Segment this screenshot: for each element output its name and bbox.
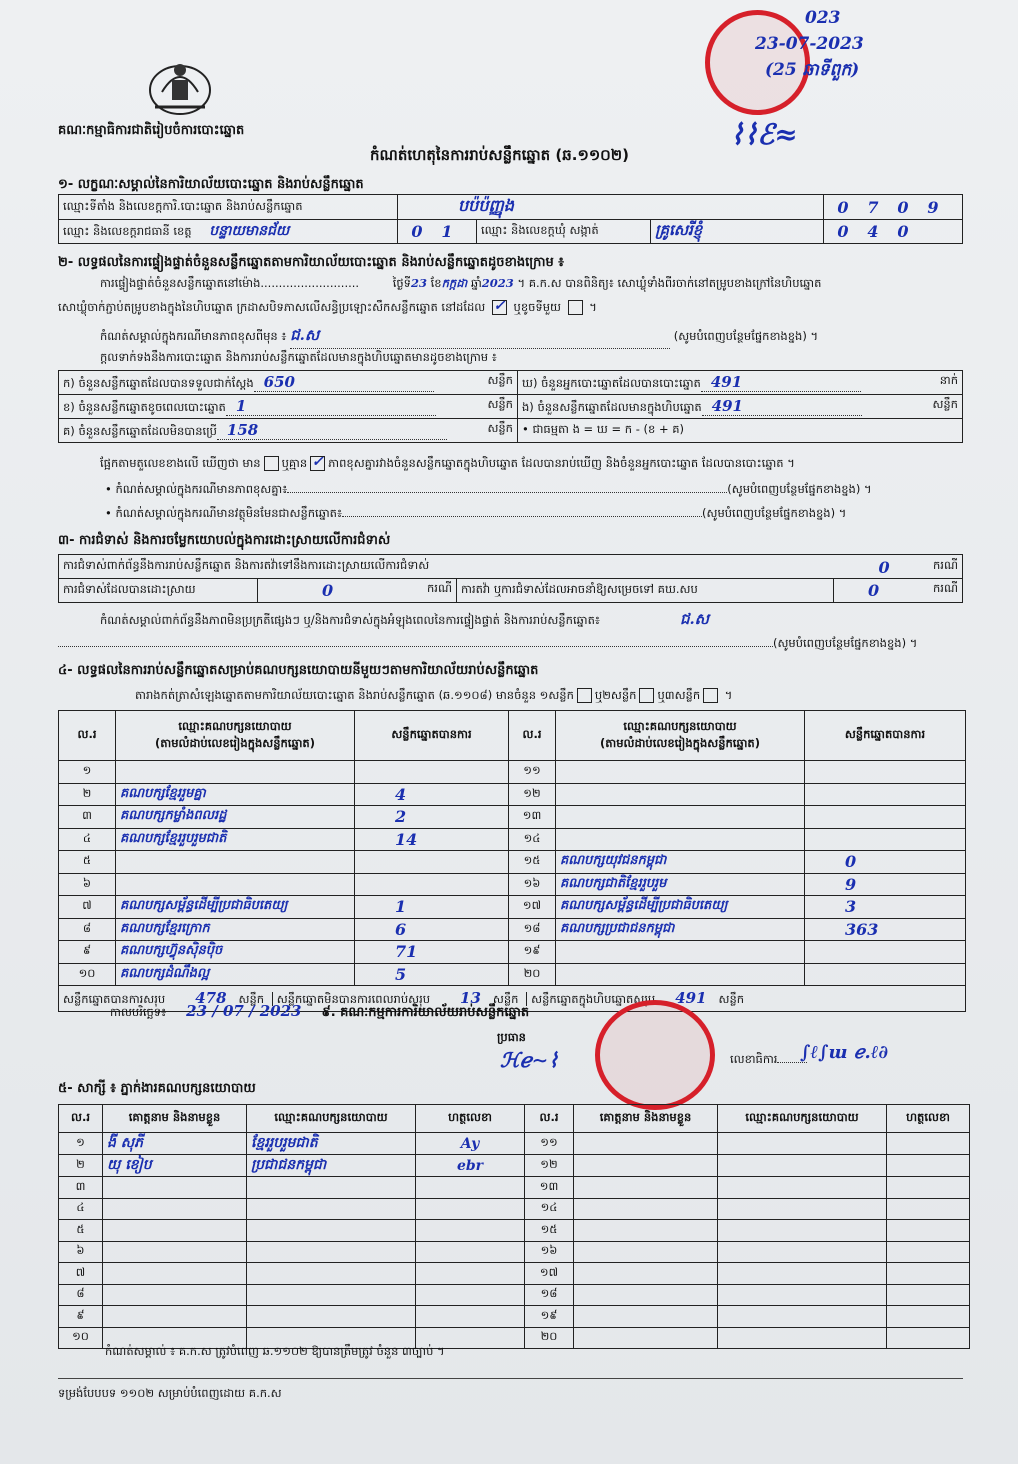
result-row [59,963,966,986]
chair-signature: ℋℯ∼⌇ [500,1048,559,1072]
witness-row [59,1263,970,1285]
witness-name[interactable]: ងី សុភី [103,1133,247,1155]
witness-name[interactable] [574,1241,718,1263]
emblem-logo [140,52,220,122]
section4-subtitle: តារាងកត់ត្រាសំឡេងឆ្នោតតាមការិយាល័យបោះឆ្នោត និងរាប់សន្លឹកឆ្នោត (ឆ.១១០៨) មានចំនួន ១សន្លឹក ឬ២សន្លឹក ឬ៣សន្លឹក ។ [135,688,733,702]
one-sheet-checkbox[interactable] [577,688,592,703]
row-number: ១៥ [509,851,556,874]
w-col-name-right: គោត្តនាម និងនាមខ្លួន [574,1105,718,1133]
witness-body [59,1133,970,1349]
row-number: ១ [59,761,116,784]
damaged-checkbox[interactable] [568,300,583,315]
day-value: 23 [410,276,427,290]
row-number: ១២ [509,783,556,806]
witness-party [718,1198,887,1220]
witness-party [718,1155,887,1177]
witness-row [59,1241,970,1263]
witness-party [718,1263,887,1285]
objection-table [58,554,963,603]
row-number: ៣ [59,806,116,829]
witness-signature[interactable] [416,1241,525,1263]
row-number: ១៨ [509,918,556,941]
footer-text: ទម្រង់បែបបទ ១១០២ សម្រាប់បំពេញដោយ គ.ក.ស [58,1386,282,1400]
row-number: ៩ [59,1306,103,1328]
stamp-line3: (25 ឆាទីពួក) [765,60,860,80]
witness-row [59,1198,970,1220]
witness-party [247,1177,416,1199]
party-name: គណបក្សខ្មែររួបរួមជាតិ [116,828,355,851]
signature-top: ⌇⌇ℰ≈ [730,118,798,151]
witness-name[interactable] [103,1241,247,1263]
witness-row [59,1306,970,1328]
witness-signature[interactable] [887,1155,970,1177]
vote-count: 3 [805,896,966,919]
witness-name[interactable] [574,1306,718,1328]
w-col-no-right: ល.រ [525,1105,574,1133]
result-row [59,851,966,874]
w-col-name-left: គោត្តនាម និងនាមខ្លួន [103,1105,247,1133]
result-row [59,828,966,851]
party-name: គណបក្សកម្លាំងពលរដ្ឋ [116,806,355,829]
resolved-label: ការជំទាស់ដែលបានដោះស្រាយ [59,579,258,603]
party-name [556,963,805,986]
witness-signature[interactable] [416,1263,525,1285]
received-value: 650 [254,373,434,392]
totals-row: សន្លឹកឆ្នោតបានការសរុប 478 សន្លឹក សន្លឹកឆ្នោតមិនបានការពេលរាប់សរុប 13 សន្លឹក សន្លឹកឆ្នោតក្នុងហិបឆ្នោតសរុប 491 សន្លឹក [59,986,966,1012]
vote-count: 363 [805,918,966,941]
form-title: កំណត់ហេតុនៃការរាប់សន្លឹកឆ្នោត (ឆ.១១០២) [370,146,630,164]
irregularity-line2: (សូមបំពេញបន្ថែមផ្នែកខាងខ្នង) ។ [58,636,958,653]
witness-signature[interactable] [416,1177,525,1199]
row-number: ៧ [59,896,116,919]
section2-title: ២- លទ្ធផលនៃការផ្ទៀងផ្ទាត់ចំនួនសន្លឹកឆ្នោតតាមការិយាល័យបោះឆ្នោត និងរាប់សន្លឹកឆ្នោតដូចខាងក្រោម ៖ [58,255,564,270]
result-row [59,783,966,806]
section4-title: ៤- លទ្ធផលនៃការរាប់សន្លឹកឆ្នោតសម្រាប់គណបក្សនយោបាយនីមួយៗតាមការិយាល័យរាប់សន្លឹកឆ្នោត [58,663,539,678]
party-name [116,761,355,784]
date-value: 23 / 07 / 2023 [186,1002,302,1020]
row-number: ២ [59,783,116,806]
check-line1: ការផ្ទៀងផ្ទាត់ចំនួនសន្លឹកឆ្នោតនៅម៉ោង........................... ថ្ងៃទី23 ខែកក្កដា ឆ្នាំ2023 ។ គ.ក.ស បានពិនិត្យ៖ សោឃ្លុំទាំងពីរចាក់នៅតម្រូបខាងក្រៅនៃហិបឆ្នោត [100,276,822,290]
in-box-value: 491 [702,397,862,416]
row-number: ៤ [59,1198,103,1220]
witness-row [59,1220,970,1242]
result-row [59,896,966,919]
row-number: ៦ [59,1241,103,1263]
witness-party: ខ្មែររួបរួមជាតិ [247,1133,416,1155]
vote-count [355,761,509,784]
row-number: ៨ [59,918,116,941]
row-number: ៧ [59,1263,103,1285]
appeal-label: ការតវ៉ា ឬការជំទាស់ដែលអាចនាំឱ្យសម្រេចទៅ គឃ.សប [457,579,834,603]
province-value: បន្ទាយមានជ័យ [209,223,290,239]
province-label: ឈ្មោះ និងលេខក្ដរាជធានី ខេត្ត បន្ទាយមានជ័យ [59,220,398,244]
party-name [556,806,805,829]
vote-count [805,783,966,806]
section5-title: ៥- សាក្សី ៖ ភ្នាក់ងារគណបក្សនយោបាយ [58,1081,256,1096]
result-row [59,918,966,941]
witness-name[interactable] [103,1263,247,1285]
irregularity-value: ជ.ស [679,610,709,628]
party-name: គណបក្សជាតិខ្មែររួបរួម [556,873,805,896]
row-number: ១៦ [525,1241,574,1263]
witness-row [59,1155,970,1177]
col-party-left: ឈ្មោះគណបក្សនយោបាយ (តាមលំដាប់លេខរៀងក្នុងសន្លឹកឆ្នោត) [116,711,355,761]
witness-signature[interactable] [887,1284,970,1306]
row-number: ៥ [59,851,116,874]
witness-party [718,1220,887,1242]
witness-signature[interactable] [887,1306,970,1328]
note-diff-value: ជ.ស [290,326,670,349]
month-value: កក្កដា [441,276,468,290]
witness-party [247,1306,416,1328]
col-no-right: ល.រ [509,711,556,761]
unused-value: 158 [217,421,447,440]
section1-table [58,194,963,244]
vote-count [355,873,509,896]
total-box: 491 [675,988,707,1007]
party-name [556,828,805,851]
row-number: ៣ [59,1177,103,1199]
witness-signature[interactable] [416,1220,525,1242]
year-value: 2023 [481,276,514,290]
witness-name[interactable] [103,1198,247,1220]
witness-name[interactable] [574,1133,718,1155]
date-line: កាលបរិច្ឆេទ៖ 23 / 07 / 2023 ៩. គណៈកម្មការការិយាល័យរាប់សន្លឹកឆ្នោត [110,1002,530,1020]
witness-party [718,1327,887,1349]
vote-count: 0 [805,851,966,874]
section5-note: កំណត់សម្គាល់ ៖ គ.ក.ស ត្រូវបំពេញ ឆ.១១០២ ឱ្យបានត្រឹមត្រូវ ចំនួន ៣ច្បាប់ ។ [105,1344,445,1358]
counts-table [58,370,963,443]
bullet-object: • កំណត់សម្គាល់ក្នុងករណីមានវត្ថុមិនមែនជាសន្លឹកឆ្នោត៖ (សូមបំពេញបន្ថែមផ្នែកខាងខ្នង) ។ [105,506,847,520]
has-diff-checkbox[interactable] [264,456,279,471]
voters-value: 491 [701,373,861,392]
voters-label: ឃ) ចំនួនអ្នកបោះឆ្នោតដែលបានបោះឆ្នោត 491 នាក់ [518,371,963,395]
witness-row [59,1284,970,1306]
vote-count [805,828,966,851]
row-number: ១៣ [509,806,556,829]
difference-line: ផ្អែកតាមតួលេខខាងលើ ឃើញថា មាន ឬគ្មាន ✓ ភាពខុសគ្នារវាងចំនួនសន្លឹកឆ្នោតក្នុងហិបឆ្នោត ដែលបានរាប់ឃើញ និងចំនួនអ្នកបោះឆ្នោត ដែលបានបោះឆ្នោត ។ [100,454,795,470]
party-name: គណបក្សដំណឹងល្អ [116,963,355,986]
section3-title: ៣- ការជំទាស់ និងការចម្លែកយោបល់ក្នុងការដោះស្រាយលើការជំទាស់ [58,533,391,548]
witness-name[interactable] [574,1284,718,1306]
received-label: ក) ចំនួនសន្លឹកឆ្នោតដែលបានទទួលជាក់ស្ដែង 650 សន្លឹក [59,371,518,395]
secretary-label: លេខាធិការ [730,1052,807,1069]
party-name: គណបក្សសម្ព័ន្ធដើម្បីប្រជាធិបតេយ្យ [116,896,355,919]
party-name [556,941,805,964]
witness-name[interactable] [103,1306,247,1328]
row-number: ១៣ [525,1177,574,1199]
w-col-party-left: ឈ្មោះគណបក្សនយោបាយ [247,1105,416,1133]
row-number: ១៩ [509,941,556,964]
witness-name[interactable] [574,1198,718,1220]
counts-intro: ក្ដលទាក់ទងនឹងការបោះឆ្នោត និងការរាប់សន្លឹកឆ្នោតដែលមានក្នុងហិបឆ្នោតមានដូចខាងក្រោម ៖ [100,350,497,364]
party-name [116,873,355,896]
intact-checkbox[interactable]: ✓ [493,298,506,314]
stamp-line1: 023 [805,8,841,28]
party-name: គណបក្សប្រជាជនកម្ពុជា [556,918,805,941]
commune-label: ឈ្មោះ និងលេខក្ដឃុំ សង្កាត់ [477,220,651,244]
row-number: ១៧ [525,1263,574,1285]
three-sheet-checkbox[interactable] [703,688,718,703]
row-number: ១៤ [525,1198,574,1220]
witness-signature[interactable] [887,1220,970,1242]
witness-party [718,1177,887,1199]
row-number: ២០ [525,1327,574,1349]
vote-count: 2 [355,806,509,829]
vote-count [805,806,966,829]
vote-count [805,761,966,784]
check-line2: សោឃ្លុំចាក់ភ្ជាប់តម្រូបខាងក្នុងនៃហិបឆ្នោត ក្រដាសបិទភាសលើសន្ធិប្រឡោះសឹកសន្លឹកឆ្នោត នៅដដែល ✓ ឬខូចទីមួយ ។ [58,298,597,314]
vote-count: 71 [355,941,509,964]
formula: • ជាធម្មតា ង = ឃ = ក - (ខ + គ) [518,419,963,443]
witness-name[interactable] [574,1155,718,1177]
col-votes-right: សន្លឹកឆ្នោតបានការ [805,711,966,761]
vote-count: 14 [355,828,509,851]
witness-party [247,1220,416,1242]
row-number: ១១ [509,761,556,784]
spoiled-label: ខ) ចំនួនសន្លឹកឆ្នោតខូចពេលបោះឆ្នោត 1 សន្លឹក [59,395,518,419]
row-number: ១៨ [525,1284,574,1306]
row-number: ២០ [509,963,556,986]
unused-label: គ) ចំនួនសន្លឹកឆ្នោតដែលមិនបានប្រើ 158 សន្លឹក [59,419,518,443]
witness-party [247,1241,416,1263]
footer-divider [58,1378,963,1379]
stamp-line2: 23-07-2023 [755,34,864,54]
witness-name[interactable] [103,1284,247,1306]
party-name: គណបក្សយុវជនកម្ពុជា [556,851,805,874]
vote-count [805,941,966,964]
party-name: គណបក្សខ្មែរក្រោក [116,918,355,941]
row-number: ១៥ [525,1220,574,1242]
two-sheet-checkbox[interactable] [639,688,654,703]
vote-count [805,963,966,986]
row-number: ១៤ [509,828,556,851]
witness-name[interactable]: យុ ខៀប [103,1155,247,1177]
witness-signature[interactable] [887,1241,970,1263]
row-number: ១១ [525,1133,574,1155]
w-col-no-left: ល.រ [59,1105,103,1133]
objection-row1: ការជំទាស់ពាក់ព័ន្ធនឹងការរាប់សន្លឹកឆ្នោត និងការតវ៉ាទៅនឹងការដោះស្រាយលើការជំទាស់ 0 ករណី [59,555,963,579]
section1-title: ១- លក្ខណៈសម្គាល់នៃការិយាល័យបោះឆ្នោត និងរាប់សន្លឹកឆ្នោត [58,177,364,192]
row-number: ១០ [59,963,116,986]
witness-signature[interactable] [416,1198,525,1220]
bullet-diff: • កំណត់សម្គាល់ក្នុងករណីមានភាពខុសគ្នា៖ (សូមបំពេញបន្ថែមផ្នែកខាងខ្នង) ។ [105,482,872,496]
result-row [59,806,966,829]
vote-count: 4 [355,783,509,806]
note-diff-line: កំណត់សម្គាល់ក្នុងករណីមានភាពខុសពីមុន ៖ ជ.ស (សូមបំពេញបន្ថែមផ្នែកខាងខ្នង) ។ [100,326,970,349]
row-number: ៩ [59,941,116,964]
witness-table [58,1104,970,1349]
chair-label: ប្រធាន [497,1030,526,1044]
witness-party: ប្រជាជនកម្ពុជា [247,1155,416,1177]
row-number: ១២ [525,1155,574,1177]
row-number: ២ [59,1155,103,1177]
row-number: ១០ [59,1327,103,1349]
witness-name[interactable] [103,1220,247,1242]
row-number: ១៦ [509,873,556,896]
party-name: គណបក្សហ៊្វុនស៊ិនប៉ិច [116,941,355,964]
witness-signature[interactable] [887,1327,970,1349]
location-value: បប៉ប៉ញ្ញុង [398,195,824,220]
witness-name[interactable] [574,1177,718,1199]
commune-value: គ្រូសេរីខ្ញុំ [651,220,824,244]
witness-name[interactable] [574,1263,718,1285]
location-label: ឈ្មោះទីតាំង និងលេខក្ដការិ.បោះឆ្នោត និងរាប់សន្លឹកឆ្នោត [59,195,398,220]
witness-name[interactable] [574,1327,718,1349]
witness-party [718,1133,887,1155]
total-invalid: 13 [460,988,481,1007]
witness-party [718,1306,887,1328]
witness-party [247,1284,416,1306]
row-number: ៤ [59,828,116,851]
witness-row [59,1133,970,1155]
result-row [59,941,966,964]
result-row [59,761,966,784]
vote-count [355,851,509,874]
in-box-label: ង) ចំនួនសន្លឹកឆ្នោតដែលមានក្នុងហិបឆ្នោត 491 សន្លឹក [518,395,963,419]
result-row [59,873,966,896]
col-no-left: ល.រ [59,711,116,761]
party-name: គណបក្សខ្មែររួមគ្នា [116,783,355,806]
witness-signature[interactable]: Ay [416,1133,525,1155]
appeal-value: 0 ករណី [834,579,963,603]
no-diff-checkbox[interactable]: ✓ [311,454,324,470]
witness-name[interactable] [574,1220,718,1242]
row-number: ១៩ [525,1306,574,1328]
party-name: គណបក្សសម្ព័ន្ធដើម្បីប្រជាធិបតេយ្យ [556,896,805,919]
red-stamp-committee [595,1000,715,1110]
witness-party [247,1263,416,1285]
vote-count: 1 [355,896,509,919]
witness-name[interactable] [103,1177,247,1199]
witness-signature[interactable] [887,1198,970,1220]
w-col-sign-right: ហត្ថលេខា [887,1105,970,1133]
row-number: ១ [59,1133,103,1155]
witness-signature[interactable] [416,1306,525,1328]
committee-name: គណៈកម្មាធិការជាតិរៀបចំការបោះឆ្នោត [58,123,245,138]
irregularity-note: កំណត់សម្គាល់ពាក់ព័ន្ធនឹងភាពមិនប្រក្រតីផ្សេងៗ ឬ/និងការជំទាស់ក្នុងអំឡុងពេលនៃការផ្ទៀងផ្ទាត់ និងការរាប់សន្លឹកឆ្នោត៖ ជ.ស [100,610,709,628]
row-number: ៦ [59,873,116,896]
party-name [556,761,805,784]
party-name [556,783,805,806]
results-body [59,761,966,986]
row-number: ១៧ [509,896,556,919]
witness-party [247,1198,416,1220]
stamp-handwriting [745,5,985,83]
col-votes-left: សន្លឹកឆ្នោតបានការ [355,711,509,761]
w-col-party-right: ឈ្មោះគណបក្សនយោបាយ [718,1105,887,1133]
witness-signature[interactable]: ebr [416,1155,525,1177]
spoiled-value: 1 [226,397,436,416]
witness-party [718,1284,887,1306]
witness-signature[interactable] [887,1133,970,1155]
secretary-signature: ∫ℓ∫ɯ ℯ.ℓ∂ [800,1042,889,1063]
row-number: ៨ [59,1284,103,1306]
witness-party [718,1241,887,1263]
row-number: ៥ [59,1220,103,1242]
witness-row [59,1177,970,1199]
province-code: 0 1 [398,220,477,244]
total-valid: 478 [195,988,227,1007]
objection-count: 0 [878,558,890,577]
results-table [58,710,966,1012]
witness-signature[interactable] [887,1177,970,1199]
witness-signature[interactable] [887,1263,970,1285]
w-col-sign-left: ហត្ថលេខា [416,1105,525,1133]
party-name [116,851,355,874]
witness-signature[interactable] [416,1284,525,1306]
commune-code: 0 4 0 [824,220,963,244]
location-code: 0 7 0 9 [824,195,963,220]
vote-count: 6 [355,918,509,941]
vote-count: 5 [355,963,509,986]
col-party-right: ឈ្មោះគណបក្សនយោបាយ (តាមលំដាប់លេខរៀងក្នុងសន្លឹកឆ្នោត) [556,711,805,761]
resolved-value: 0 ករណី [258,579,457,603]
vote-count: 9 [805,873,966,896]
